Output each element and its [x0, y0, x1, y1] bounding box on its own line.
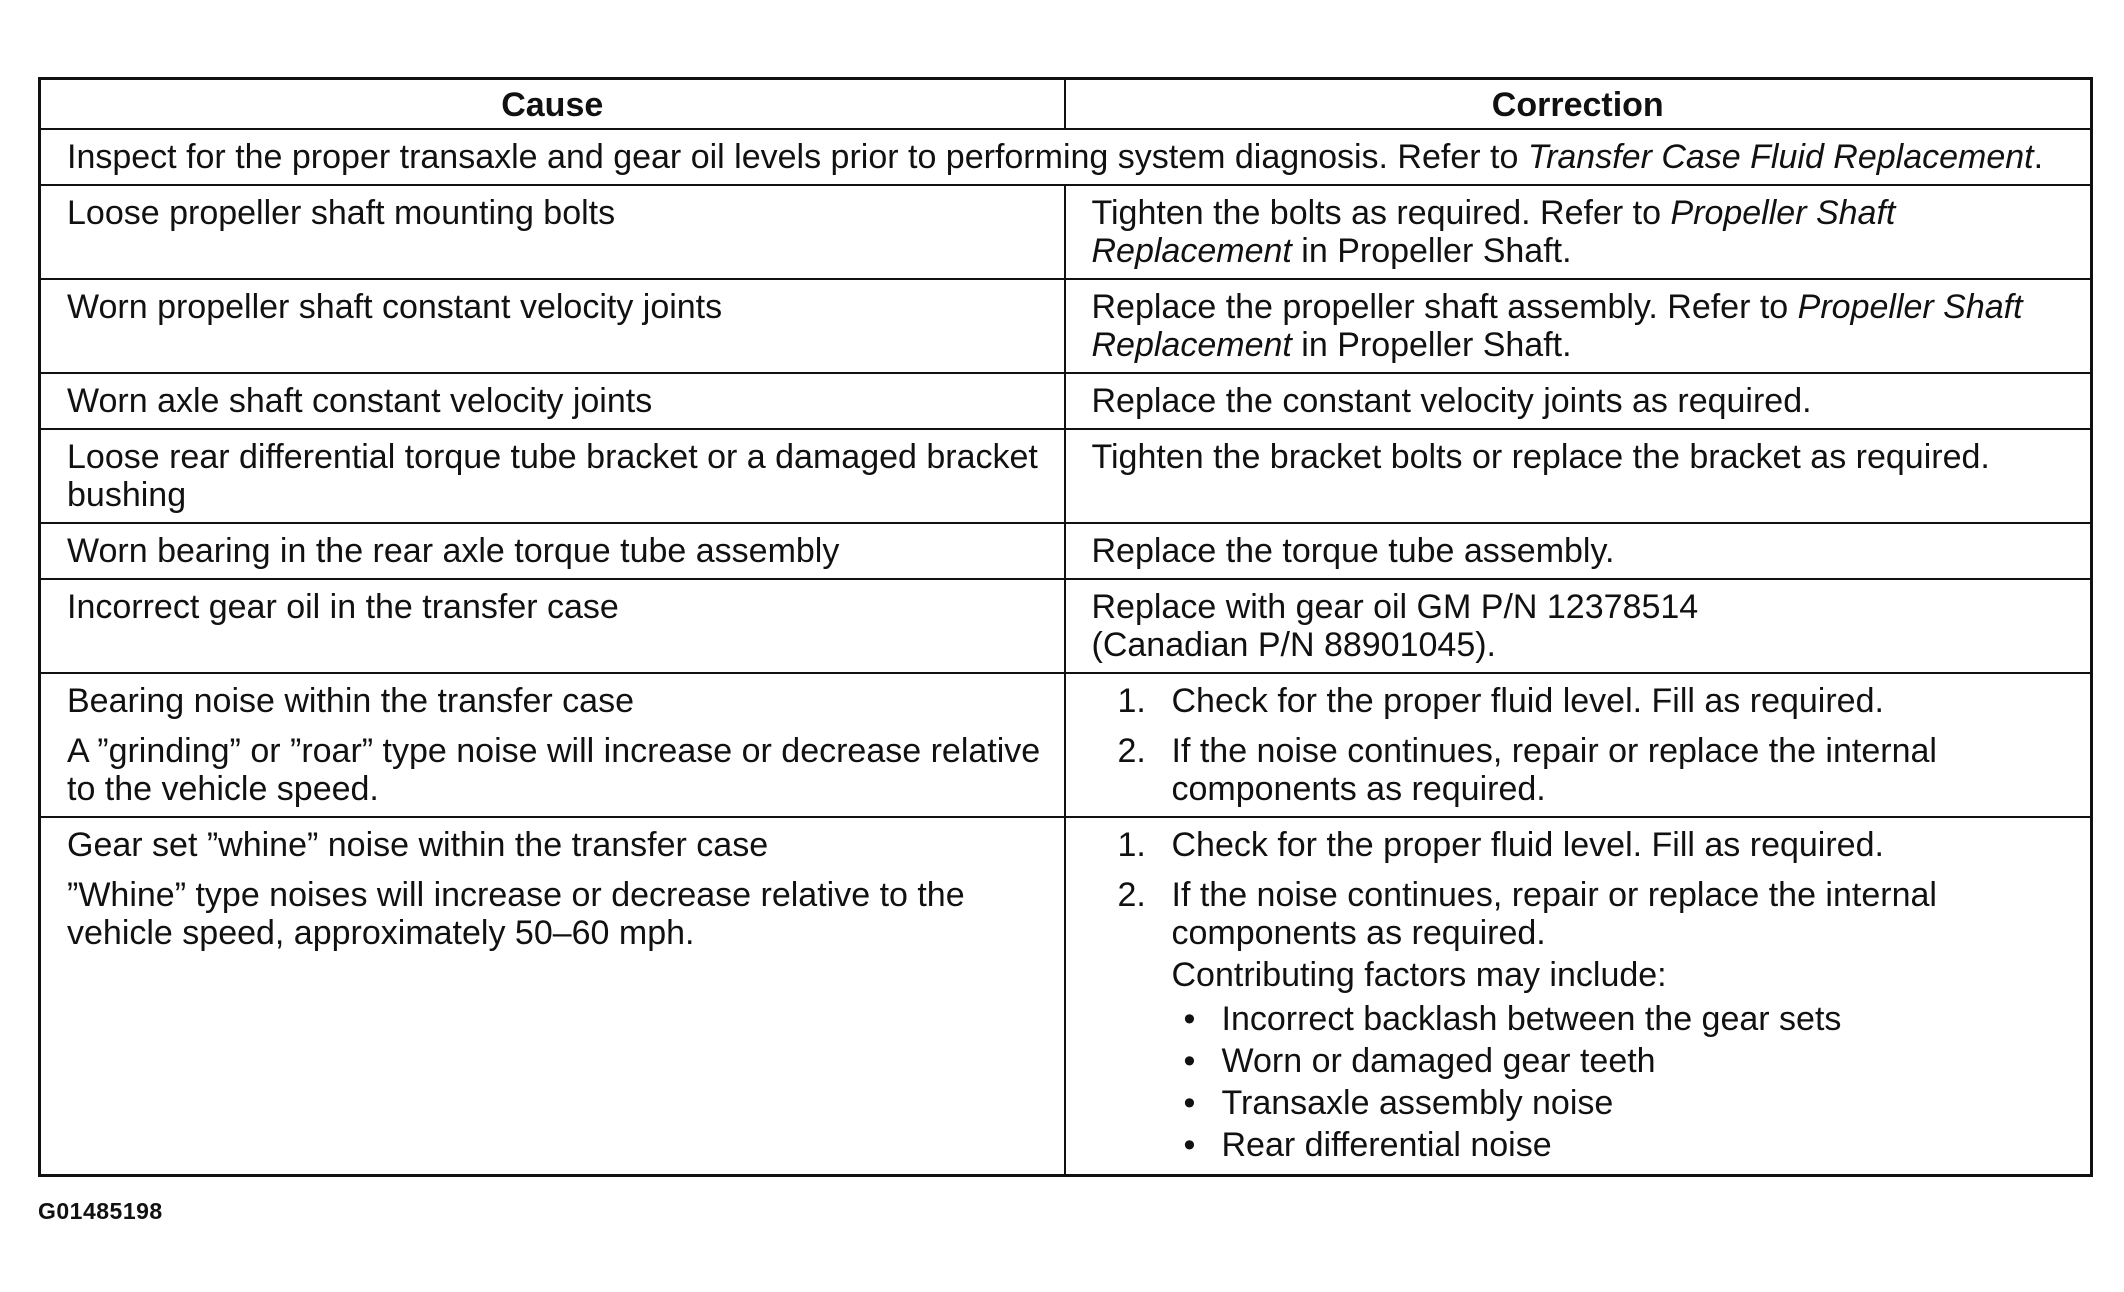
cause-cell: Loose rear differential torque tube bracket or a damaged bracket bushing — [40, 429, 1065, 523]
step-number: 2. — [1117, 732, 1146, 770]
correction-text: Replace the propeller shaft assembly. Refer to — [1091, 288, 1798, 326]
correction-text-end: in Propeller Shaft. — [1291, 232, 1572, 270]
correction-cell: Replace the torque tube assembly. — [1065, 523, 2092, 579]
factors-list — [1172, 998, 2077, 1166]
correction-steps — [1092, 682, 2077, 808]
diagnosis-table — [38, 77, 2093, 1177]
note-text: Inspect for the proper transaxle and gear oil levels prior to performing system diagnosis. Refer to — [67, 138, 1528, 176]
cause-cell: Worn axle shaft constant velocity joints — [40, 373, 1065, 429]
factors-intro: Contributing factors may include: — [1171, 956, 1667, 994]
cause-text: Bearing noise within the transfer case — [67, 682, 634, 720]
correction-line: (Canadian P/N 88901045). — [1091, 626, 1496, 664]
cause-detail: A ”grinding” or ”roar” type noise will increase or decrease relative to the vehicle speed. — [67, 732, 1041, 808]
correction-cell — [1065, 817, 2092, 1176]
correction-line: Replace with gear oil GM P/N 12378514 — [1091, 588, 1699, 626]
table-row — [40, 429, 2092, 523]
correction-cell — [1065, 579, 2092, 673]
note-end: . — [2033, 138, 2044, 176]
cause-cell: Incorrect gear oil in the transfer case — [40, 579, 1065, 673]
table-row — [40, 185, 2092, 279]
cause-cell — [40, 817, 1065, 1176]
table-row — [40, 673, 2092, 817]
correction-steps — [1092, 826, 2077, 952]
step-text: Check for the proper fluid level. Fill as required. — [1171, 826, 1884, 864]
factor-item: • Worn or damaged gear teeth — [1172, 1040, 2077, 1082]
table-row — [40, 523, 2092, 579]
cause-cell: Worn bearing in the rear axle torque tube assembly — [40, 523, 1065, 579]
table-row — [40, 373, 2092, 429]
factor-item: • Transaxle assembly noise — [1172, 1082, 2077, 1124]
correction-text: Tighten the bolts as required. Refer to — [1091, 194, 1671, 232]
note-reference: Transfer Case Fluid Replacement — [1527, 138, 2034, 176]
correction-cell: Tighten the bracket bolts or replace the bracket as required. — [1065, 429, 2092, 523]
step-item — [1092, 682, 2077, 720]
cause-text: Gear set ”whine” noise within the transfer case — [67, 826, 769, 864]
correction-cell — [1065, 673, 2092, 817]
note-cell — [40, 129, 2092, 185]
figure-id: G01485198 — [38, 1198, 163, 1224]
correction-cell: Replace the constant velocity joints as required. — [1065, 373, 2092, 429]
correction-text-end: in Propeller Shaft. — [1291, 326, 1572, 364]
table-row — [40, 817, 2092, 1176]
step-number: 1. — [1117, 682, 1146, 720]
step-number: 2. — [1117, 876, 1146, 914]
cause-cell — [40, 673, 1065, 817]
step-text: If the noise continues, repair or replace the internal components as required. — [1171, 876, 1937, 952]
correction-reference: Propeller Shaft Replacement — [1091, 194, 1896, 270]
correction-cell — [1065, 185, 2092, 279]
header-correction: Correction — [1065, 79, 2092, 130]
note-row — [40, 129, 2092, 185]
table-row — [40, 579, 2092, 673]
correction-cell — [1065, 279, 2092, 373]
step-text: If the noise continues, repair or replace the internal components as required. — [1171, 732, 1937, 808]
step-item — [1092, 732, 2077, 808]
table-row — [40, 279, 2092, 373]
factor-item: • Incorrect backlash between the gear sets — [1172, 998, 2077, 1040]
step-item — [1092, 826, 2077, 864]
step-item — [1092, 876, 2077, 952]
cause-detail: ”Whine” type noises will increase or decrease relative to the vehicle speed, approximately 50–60 mph. — [67, 876, 965, 952]
cause-cell: Loose propeller shaft mounting bolts — [40, 185, 1065, 279]
cause-cell: Worn propeller shaft constant velocity joints — [40, 279, 1065, 373]
step-number: 1. — [1117, 826, 1146, 864]
factor-item: • Rear differential noise — [1172, 1124, 2077, 1166]
header-row — [40, 79, 2092, 130]
correction-reference: Propeller Shaft Replacement — [1091, 288, 2023, 364]
header-cause: Cause — [40, 79, 1065, 130]
step-text: Check for the proper fluid level. Fill as required. — [1171, 682, 1884, 720]
